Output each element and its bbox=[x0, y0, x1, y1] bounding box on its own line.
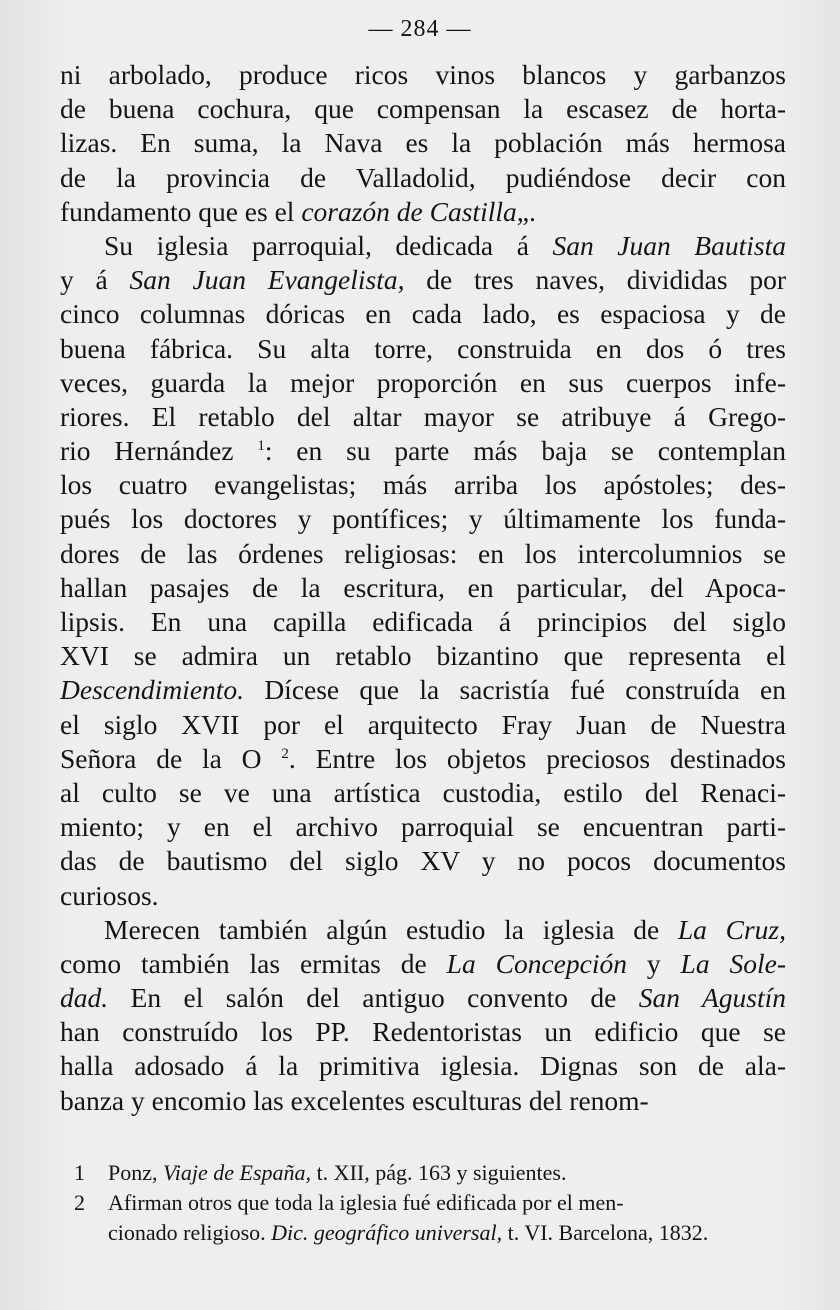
text-run: Señora de la O bbox=[60, 742, 282, 774]
text-line bbox=[60, 434, 786, 468]
text-line bbox=[60, 366, 786, 400]
text-line bbox=[60, 981, 786, 1015]
text-line bbox=[60, 673, 786, 707]
text-run: cinco columnas dóricas en cada lado, es espaciosa y de bbox=[60, 298, 786, 330]
text-run: dores de las órdenes religiosas: en los intercolumnios se bbox=[60, 537, 786, 569]
text-line bbox=[60, 639, 786, 673]
text-run: „. bbox=[516, 195, 536, 227]
text-run: como también las ermitas de bbox=[60, 947, 447, 979]
page-number: — 284 — bbox=[368, 16, 472, 42]
text-run: pués los doctores y pontífices; y últimamente los funda- bbox=[60, 503, 786, 535]
italic-text: San Agustín bbox=[638, 982, 786, 1014]
italic-text: corazón de Castilla bbox=[301, 195, 517, 227]
text-run: rio Hernández bbox=[60, 435, 258, 467]
italic-text: Descendimiento. bbox=[60, 674, 245, 706]
text-run: t. XII, pág. 163 y siguientes. bbox=[311, 1160, 567, 1185]
text-run: Dícese que la sacristía fué construída en bbox=[244, 674, 786, 706]
italic-text: La Concepción bbox=[446, 947, 627, 979]
text-run: curiosos. bbox=[60, 879, 159, 911]
text-run: de tres naves, divididas por bbox=[404, 264, 786, 296]
text-line bbox=[60, 468, 786, 502]
text-run: el siglo XVII por el arquitecto Fray Juan de Nuestra bbox=[60, 708, 786, 740]
footnote-line bbox=[60, 1158, 790, 1188]
footnote-reference: 1 bbox=[257, 437, 265, 454]
text-run: Afirman otros que toda la iglesia fué edificada por el men- bbox=[108, 1190, 624, 1215]
text-run: Ponz, bbox=[108, 1160, 163, 1185]
text-line bbox=[60, 332, 786, 366]
text-run: lipsis. En una capilla edificada á principios del siglo bbox=[60, 606, 786, 637]
text-run: das de bautismo del siglo XV y no pocos documentos bbox=[60, 845, 786, 877]
text-run: . Entre los objetos preciosos destinados bbox=[288, 742, 786, 774]
text-run: En el salón del antiguo convento de bbox=[108, 982, 639, 1014]
text-line bbox=[60, 537, 786, 571]
text-line bbox=[60, 605, 786, 639]
text-run: han construído los PP. Redentoristas un edificio que se bbox=[60, 1016, 786, 1048]
text-run: y á bbox=[60, 264, 130, 296]
footnote-line bbox=[60, 1188, 790, 1218]
text-line bbox=[60, 400, 786, 434]
text-run: cionado religioso. bbox=[108, 1220, 272, 1245]
text-line bbox=[60, 571, 786, 605]
footnotes bbox=[60, 1158, 790, 1248]
body-text bbox=[60, 58, 786, 1118]
text-run: los cuatro evangelistas; más arriba los apóstoles; des- bbox=[60, 469, 786, 501]
text-line bbox=[60, 708, 786, 742]
italic-text: San Juan Bautista bbox=[552, 229, 786, 261]
text-run: miento; y en el archivo parroquial se encuentran parti- bbox=[60, 811, 786, 843]
text-run: y bbox=[626, 947, 681, 979]
text-line bbox=[60, 1015, 786, 1049]
footnote-line bbox=[60, 1218, 790, 1248]
italic-text: San Juan Evangelista, bbox=[129, 264, 405, 296]
text-line bbox=[60, 1049, 786, 1083]
text-run: t. VI. Barcelona, 1832. bbox=[502, 1220, 709, 1245]
text-line bbox=[60, 92, 786, 126]
footnote-reference: 2 bbox=[281, 745, 289, 762]
text-line bbox=[60, 810, 786, 844]
text-line bbox=[60, 195, 786, 229]
text-line bbox=[60, 844, 786, 878]
text-line bbox=[60, 263, 786, 297]
text-line bbox=[60, 58, 786, 92]
text-line bbox=[60, 947, 786, 981]
footnote-number: 2 bbox=[74, 1190, 85, 1215]
text-line bbox=[60, 879, 786, 913]
text-run: banza y encomio las excelentes esculturas del renom- bbox=[60, 1084, 649, 1116]
text-run: hallan pasajes de la escritura, en particular, del Apoca- bbox=[60, 571, 786, 603]
text-run: halla adosado á la primitiva iglesia. Dignas son de ala- bbox=[60, 1050, 786, 1082]
text-line bbox=[60, 229, 786, 263]
footnote-number: 1 bbox=[74, 1160, 85, 1185]
italic-text: dad. bbox=[60, 982, 109, 1014]
text-run: veces, guarda la mejor proporción en sus cuerpos infe- bbox=[60, 366, 786, 398]
italic-text: La Cruz, bbox=[677, 913, 786, 945]
text-run: fundamento que es el bbox=[60, 195, 302, 227]
italic-text: Dic. geográfico universal, bbox=[271, 1220, 503, 1245]
text-run: riores. El retablo del altar mayor se atribuye á Grego- bbox=[60, 400, 786, 432]
text-run: al culto se ve una artística custodia, estilo del Renaci- bbox=[60, 776, 786, 808]
text-line bbox=[60, 1084, 786, 1118]
text-line bbox=[60, 502, 786, 536]
text-run: Su iglesia parroquial, dedicada á bbox=[104, 229, 553, 261]
text-run: XVI se admira un retablo bizantino que representa el bbox=[60, 640, 786, 672]
text-run: ni arbolado, produce ricos vinos blancos y garbanzos bbox=[60, 59, 786, 90]
text-line bbox=[60, 161, 786, 195]
text-line bbox=[60, 297, 786, 331]
text-line bbox=[60, 776, 786, 810]
italic-text: Viaje de España, bbox=[163, 1160, 312, 1185]
text-line bbox=[60, 742, 786, 776]
text-run: Merecen también algún estudio la iglesia de bbox=[104, 913, 678, 945]
text-line bbox=[60, 126, 786, 160]
text-run: buena fábrica. Su alta torre, construida en dos ó tres bbox=[60, 332, 786, 364]
text-run: de buena cochura, que compensan la escasez de horta- bbox=[60, 93, 786, 125]
text-line bbox=[60, 913, 786, 947]
italic-text: La Sole- bbox=[680, 947, 786, 979]
text-run: lizas. En suma, la Nava es la población más hermosa bbox=[60, 127, 786, 159]
text-run: : en su parte más baja se contemplan bbox=[264, 435, 786, 467]
text-run: de la provincia de Valladolid, pudiéndose decir con bbox=[60, 161, 786, 193]
